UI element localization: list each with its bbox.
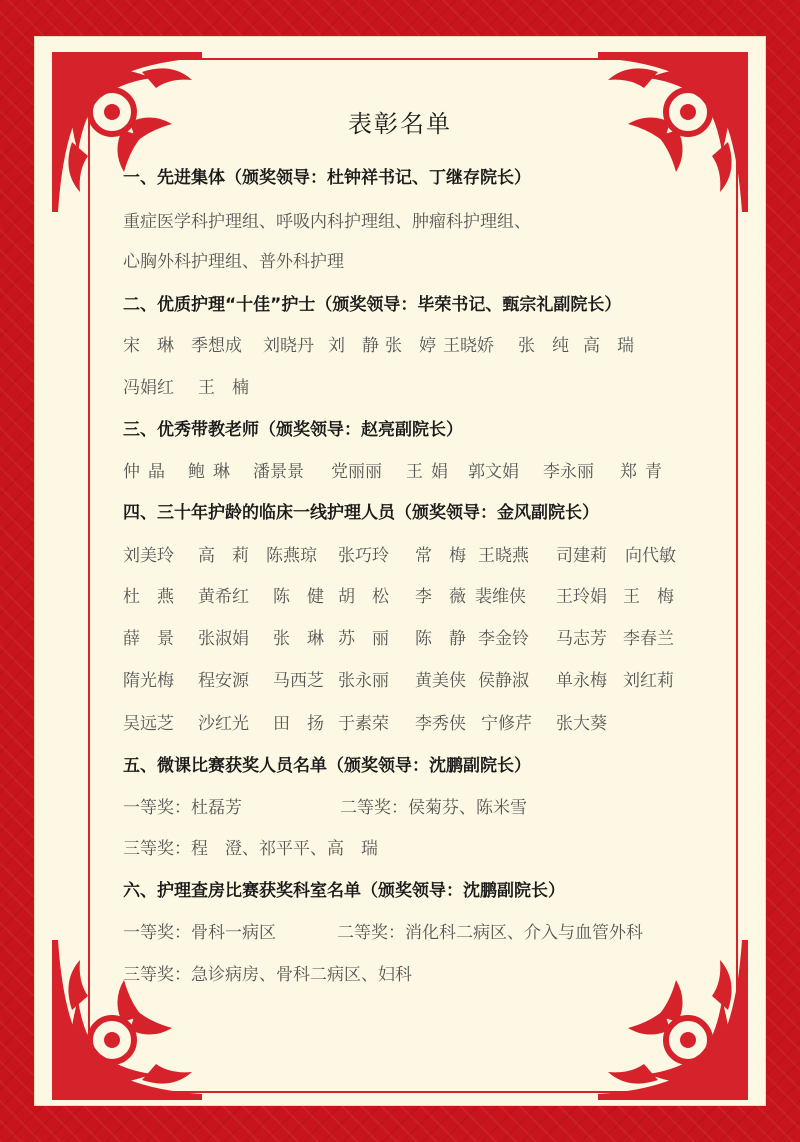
second-prize: 二等奖：侯菊芬、陈米雪 <box>340 798 527 818</box>
name-item: 郭文娟 <box>468 462 519 482</box>
name-item: 鲍琳 <box>188 462 238 482</box>
name-item: 高 莉 <box>198 546 249 566</box>
section-heading-3: 三、优秀带教老师（颁奖领导：赵亮副院长） <box>123 420 463 440</box>
section-4-row-2 <box>123 582 693 608</box>
name-item: 李秀侠 <box>415 714 466 734</box>
name-item: 王娟 <box>406 462 456 482</box>
name-item: 张 琳 <box>273 629 324 649</box>
name-item: 宁修芹 <box>481 714 532 734</box>
name-item: 陈燕琼 <box>266 546 317 566</box>
name-item: 常 梅 <box>415 546 466 566</box>
section-4-row-5 <box>123 709 693 735</box>
name-item: 李金铃 <box>478 629 529 649</box>
first-prize: 一等奖：骨科一病区 <box>123 923 276 943</box>
third-prize: 三等奖：急诊病房、骨科二病区、妇科 <box>123 965 412 985</box>
name-item: 王 楠 <box>198 378 249 398</box>
name-item: 黄希红 <box>198 587 249 607</box>
name-item: 刘美玲 <box>123 546 174 566</box>
corner-ornament-bottom-right <box>598 940 748 1100</box>
name-item: 李 薇 <box>415 587 466 607</box>
name-item: 王晓娇 <box>443 336 494 356</box>
name-item: 季想成 <box>191 336 242 356</box>
third-prize: 三等奖：程 澄、祁平平、高 瑞 <box>123 839 378 859</box>
name-item: 刘晓丹 <box>263 336 314 356</box>
name-item: 刘红莉 <box>623 671 674 691</box>
name-item: 张 纯 <box>518 336 569 356</box>
name-item: 仲晶 <box>123 462 173 482</box>
name-item: 王玲娟 <box>556 587 607 607</box>
name-item: 胡 松 <box>338 587 389 607</box>
second-prize: 二等奖：消化科二病区、介入与血管外科 <box>337 923 643 943</box>
name-item: 宋 琳 <box>123 336 174 356</box>
name-item: 向代敏 <box>625 546 676 566</box>
name-item: 郑青 <box>620 462 670 482</box>
name-item: 王晓燕 <box>478 546 529 566</box>
section-1-line-1: 重症医学科护理组、呼吸内科护理组、肿瘤科护理组、 <box>123 212 531 232</box>
section-heading-6: 六、护理查房比赛获奖科室名单（颁奖领导：沈鹏副院长） <box>123 881 565 901</box>
name-item: 沙红光 <box>198 714 249 734</box>
name-item: 刘 静 <box>328 336 379 356</box>
name-item: 高 瑞 <box>583 336 634 356</box>
section-4-row-3 <box>123 624 693 650</box>
page-title: 表彰名单 <box>348 110 452 138</box>
name-item: 党丽丽 <box>331 462 382 482</box>
name-item: 李春兰 <box>623 629 674 649</box>
name-item: 张巧玲 <box>338 546 389 566</box>
name-item: 司建莉 <box>556 546 607 566</box>
section-heading-5: 五、微课比赛获奖人员名单（颁奖领导：沈鹏副院长） <box>123 756 531 776</box>
section-4-row-1 <box>123 541 693 567</box>
section-3-row-1 <box>123 457 693 483</box>
name-item: 单永梅 <box>556 671 607 691</box>
section-heading-2: 二、优质护理“十佳”护士（颁奖领导：毕荣书记、甄宗礼副院长） <box>123 295 622 315</box>
name-item: 冯娟红 <box>123 378 174 398</box>
name-item: 张永丽 <box>338 671 389 691</box>
name-item: 陈 健 <box>273 587 324 607</box>
name-item: 程安源 <box>198 671 249 691</box>
name-item: 隋光梅 <box>123 671 174 691</box>
name-item: 侯静淑 <box>478 671 529 691</box>
name-item: 马志芳 <box>556 629 607 649</box>
name-item: 于素荣 <box>338 714 389 734</box>
name-item: 裴维侠 <box>475 587 526 607</box>
name-item: 吴远芝 <box>123 714 174 734</box>
section-heading-4: 四、三十年护龄的临床一线护理人员（颁奖领导：金风副院长） <box>123 503 599 523</box>
section-heading-1: 一、先进集体（颁奖领导：杜钟祥书记、丁继存院长） <box>123 168 531 188</box>
name-item: 杜 燕 <box>123 587 174 607</box>
name-item: 李永丽 <box>543 462 594 482</box>
name-item: 潘景景 <box>253 462 304 482</box>
name-item: 张 婷 <box>385 336 436 356</box>
section-2-row-2 <box>123 373 693 399</box>
name-item: 田 扬 <box>273 714 324 734</box>
name-item: 张大葵 <box>556 714 607 734</box>
section-1-line-2: 心胸外科护理组、普外科护理 <box>123 252 344 272</box>
name-item: 黄美侠 <box>415 671 466 691</box>
name-item: 王 梅 <box>623 587 674 607</box>
first-prize: 一等奖：杜磊芳 <box>123 798 242 818</box>
name-item: 陈 静 <box>415 629 466 649</box>
name-item: 薛 景 <box>123 629 174 649</box>
name-item: 苏 丽 <box>338 629 389 649</box>
name-item: 马西芝 <box>273 671 324 691</box>
section-4-row-4 <box>123 666 693 692</box>
section-2-row-1 <box>123 331 693 357</box>
name-item: 张淑娟 <box>198 629 249 649</box>
